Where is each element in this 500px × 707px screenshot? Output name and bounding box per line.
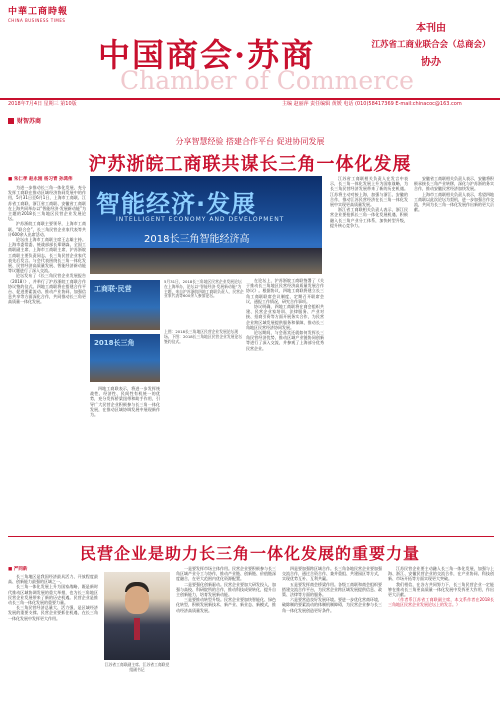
paragraph: 沪苏浙皖工商联主要领导，上海市工商联、“联合会”，长三角民营企业家代表等共计600余人出席活动。	[8, 221, 86, 237]
article2-byline: ■ 严同新	[8, 567, 28, 572]
paragraph: 论坛由上海市工商联主席王志雄主持。上海市委常委、统战部部长郑钢淼，全国工商联副主席、上海市工商联主席，沪苏浙皖工商联主要负责同志，长三角民营企业家代表先后发言。与会代表围绕长三角一体化发展、民营经济高质量发展、智能经济新动能等议题进行了深入交流。	[8, 237, 86, 274]
portrait-caption: 江苏省工商联副主席、江苏省工商联党组副书记	[104, 662, 170, 672]
portrait-face	[125, 586, 149, 614]
photo-banner-text: 智能经济·发展	[96, 190, 257, 218]
date-line: 2018年7月4日 星期三 第10版	[8, 101, 77, 107]
logo-en: CHINA BUSINESS TIMES	[8, 18, 66, 23]
sponsor-box	[367, 20, 495, 71]
paragraph: 在论坛上，沪苏浙皖工商联签署了《关于推动长三角地区民营经济高质量发展合作协议》。根据协议，四地工商联将建立长三角工商联联席会议制度，定期召开联席会议，通报工作情况，研究合作事项。	[246, 278, 324, 304]
article1-headline: 沪苏浙皖工商联共谋长三角一体化发展	[88, 154, 412, 175]
paragraph: 五是要发挥商会桥梁作用。各级工商联和商会组织要搭建交流合作平台，为民营企业跨区域发展提供信息、政策、法律等方面的服务。	[282, 581, 382, 598]
small-photo: 工商联·民营	[90, 280, 160, 330]
paragraph: （作者系江苏省工商联副主席，本文系作者在2018长三角地区民营企业发展论坛上的发言。）	[388, 597, 494, 608]
paragraph: 一是要发挥市场主体作用。民营企业要积极参与长三角区域产业分工与协作，推动产业链、创新链、价值链深度融合，在更大范围内优化资源配置。	[176, 566, 276, 582]
article1-column-1	[8, 176, 86, 531]
paragraph: 上海市工商联相关负责人表示，希望四地工商联以此次论坛为契机，进一步加强合作交流，共同为长三角一体化发展作出新的更大贡献。	[414, 191, 494, 213]
article1-column-5	[414, 176, 494, 531]
contact-line: 主编 赵丽萍 责任编辑 黄媛 电话 (010)58417369 E-mail:chinacoc@163.com	[282, 101, 462, 107]
small-photo: 2018长三角	[90, 334, 160, 382]
paragraph: 论坛期间，与会嘉宾还就如何发挥长三角民营经济优势、推动区域产业链协同创新等进行了深入交流，并参观了上海部分优秀民营企业。	[246, 330, 324, 351]
article1-subhead: 分享智慧经验 搭建合作平台 促进协同发展	[175, 137, 325, 146]
paragraph: 长三角一体化发展上升为国家战略，既是新时代推动区域协调发展的重大举措，也为长三角地区民营企业发展带来了新的历史机遇。民营企业是推动长三角一体化发展的重要力量。	[8, 584, 98, 606]
logo-cn: 中華工商時報	[8, 7, 69, 17]
paragraph: 为进一步推动长三角一体化发展，充分发挥工商联在推动区域经济协同发展中的作用，5月31日至6月1日，上海市工商联、江苏省工商联、浙江省工商联、安徽省工商联在上海共同举办以“智能经济·发展新动能”为主题的2018长三角地区民营企业发展论坛。	[8, 185, 86, 222]
paragraph: 江苏省工商联相关负责人在发言中表示，长三角一体化发展上升为国家战略，为长三角民营经济发展带来了新的历史机遇。江苏将主动对接上海，加强与浙江、安徽的合作，推动江苏民营经济在长三角一体化发展中实现更高质量发展。	[330, 176, 408, 208]
sponsor-line: 本刊由	[416, 23, 446, 34]
article1-column-3	[246, 176, 324, 531]
sponsor-line: 江苏省工商业联合会（总商会）	[371, 40, 491, 50]
paragraph: 二是要强化创新驱动。民营企业要加大研发投入，加强与高校、科研院所的合作，推动科技成果转化，提升自主创新能力，培育发展新动能。	[176, 581, 276, 598]
paragraph: 六是要营造良好发展环境。要进一步优化营商环境，破除制约要素流动的体制机制障碍，为民营企业参与长三角一体化发展创造更好条件。	[282, 597, 382, 613]
newspaper-logo	[8, 4, 72, 23]
article1-byline: ■ 朱仁孝 赵永刚 杨习青 孙鸿伟	[8, 177, 73, 182]
photo-caption-small: 上图：2018长三角地区民营企业发展论坛现场。下图：2018长三角地区民营企业发展论坛签约仪式。	[164, 329, 243, 344]
photo-banner-year: 2018长三角智能经济高	[144, 234, 250, 245]
article2-column-2	[176, 566, 276, 702]
paragraph: 江苏民营企业要主动融入长三角一体化发展，加强与上海、浙江、安徽民营企业的交流合作，在产业协同、科技创新、市场开拓等方面实现更大突破。	[388, 566, 494, 582]
paragraph: 浙江省工商联相关负责人表示，浙江民营企业要抢抓长三角一体化发展机遇，积极融入长三角产业分工体系，加快转型升级，提升核心竞争力。	[330, 207, 408, 228]
paragraph: 三是要推动转型升级。民营企业要加快智能化、绿色化转型，积极发展新技术、新产业、新业态、新模式，推动经济高质量发展。	[176, 597, 276, 613]
paragraph: 协议明确，四地工商联将在商会组织共建、民营企业家培训、法律服务、产业对接、招商引资等方面开展务实合作，为民营企业跨区域发展提供服务和保障，推动长三角地区民营经济协同发展。	[246, 304, 324, 330]
article2-headline: 民营企业是助力长三角一体化发展的重要力量	[79, 544, 420, 563]
article2-column-3	[282, 566, 382, 702]
masthead-title-en: Chamber of Commerce	[120, 66, 414, 95]
paragraph: 安徽省工商联相关负责人表示，安徽将积极承接长三角产业转移，深化与沪苏浙的务实合作，推动安徽民营经济加快发展。	[414, 176, 494, 192]
photo-caption-main: 5月31日，2018长三角地区民营企业发展论坛在上海举办，论坛以“智能经济·发展新动能”为主题，来自沪苏浙皖四地工商联负责人、民营企业家代表等600余人参加论坛。	[164, 279, 244, 299]
article1-column-4	[330, 176, 408, 531]
article1-column-2	[90, 280, 160, 530]
paragraph: 四地工商联表示，将进一步发挥统战性、经济性、民间性有机统一的优势，充分发挥桥梁纽带和助手作用，引导广大民营企业积极参与长三角一体化发展，在推动区域协调发展中展现新作为。	[90, 386, 160, 418]
article2-column-4	[388, 566, 494, 702]
masthead-title: 中国商会·苏商	[98, 36, 316, 74]
section-marker-icon	[8, 118, 14, 124]
author-portrait	[104, 572, 170, 660]
portrait-tie	[134, 618, 140, 640]
article2-column-1	[8, 566, 98, 702]
paragraph: 我们相信，在各方共同努力下，长三角民营企业一定能够在推动长三角更高质量一体化发展中发挥更大作用，作出更大贡献。	[388, 581, 494, 598]
photo-banner-en: INTELLIGENT ECONOMY AND DEVELOPMENT	[116, 216, 285, 223]
section-divider	[8, 536, 494, 537]
section-label: 财智苏商	[8, 116, 41, 125]
paragraph: 长三角民营经济总量大、活力强，是区域经济发展的重要支撑。民营企业要抓住机遇，在长三角一体化发展中发挥更大作用。	[8, 605, 98, 621]
paragraph: 四是要加强跨区域合作。长三角各地民营企业要加强交流合作，通过合资合作、兼并重组、共建园区等方式，实现优势互补、互利共赢。	[282, 566, 382, 582]
paragraph: 论坛发布了《长三角民营企业发展报告（2018）》，并举行了沪苏浙皖工商联合作协议签约仪式。四地工商联将在搭建合作平台、促进要素流动、推动产业协同、加强信息共享等方面深化合作，共同推动长三角更高质量一体化发展。	[8, 273, 86, 305]
sponsor-line: 协办	[421, 57, 441, 68]
paragraph: 长三角地区是我国经济最具活力、开放程度最高、创新能力最强的区域之一。	[8, 574, 98, 585]
